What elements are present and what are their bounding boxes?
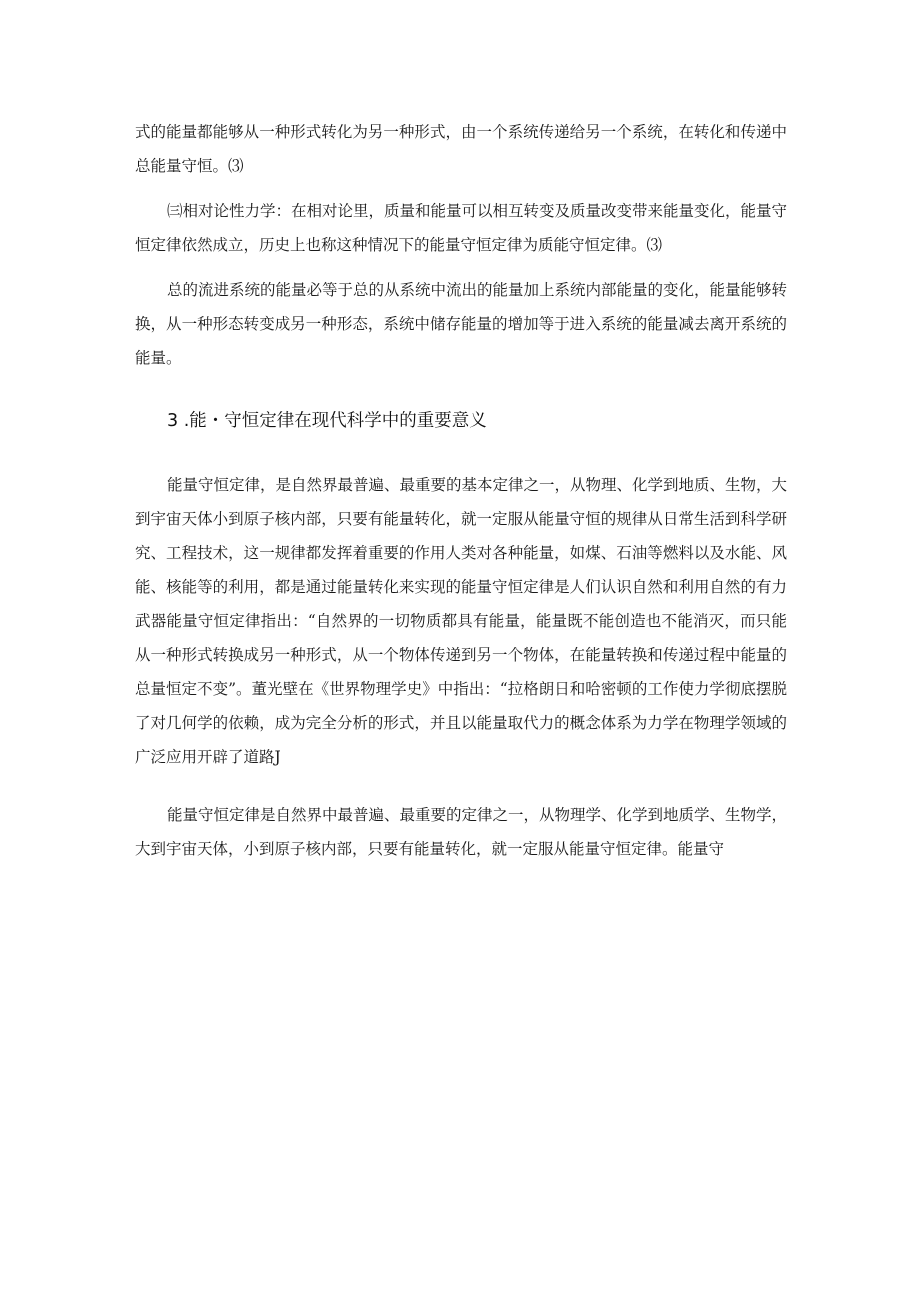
paragraph-system-energy-balance: 总的流进系统的能量必等于总的从系统中流出的能量加上系统内部能量的变化，能量能够转换，从一种形态转变成另一种形态，系统中储存能量的增加等于进入系统的能量减去离开系统的能量。 (135, 281, 788, 367)
paragraph-energy-conversion: 式的能量都能够从一种形式转化为另一种形式，由一个系统传递给另一个系统，在转化和传递中总能量守恒。⑶ (135, 123, 787, 175)
paragraph-relativistic-mechanics: ㈢相对论性力学：在相对论里，质量和能量可以相互转变及质量改变带来能量变化，能量守恒定律依然成立，历史上也称这种情况下的能量守恒定律为质能守恒定律。⑶ (135, 202, 788, 254)
section-heading: 3 .能・守恒定律在现代科学中的重要意义 (167, 411, 487, 431)
paragraph-significance: 能量守恒定律，是自然界最普遍、最重要的基本定律之一，从物理、化学到地质、生物，大到宇宙天体小到原子核内部，只要有能量转化，就一定服从能量守恒的规律从日常生活到科学研究、工程技术，这一规律都发挥着重要的作用人类对各种能量，如煤、石油等燃料以及水能、风能、核能等的利用，都是通过能量转化来实现的能量守恒定律是人们认识自然和利用自然的有力武器能量守恒定律指出：“自然界的一切物质都具有能量，能量既不能创造也不能消灭，而只能从一种形式转换成另一种形式，从一个物体传递到另一个物体，在能量转换和传递过程中能量的总量恒定不变”。董光壁在《世界物理学史》中指出：“拉格朗日和哈密顿的工作使力学彻底摆脱了对几何学的依赖，成为完全分析的形式，并且以能量取代力的概念体系为力学在物理学领域的广泛应用开辟了道路J (135, 476, 788, 766)
paragraph-universal-law: 能量守恒定律是自然界中最普遍、最重要的定律之一，从物理学、化学到地质学、生物学，大到宇宙天体，小到原子核内部，只要有能量转化，就一定服从能量守恒定律。能量守 (135, 806, 788, 858)
